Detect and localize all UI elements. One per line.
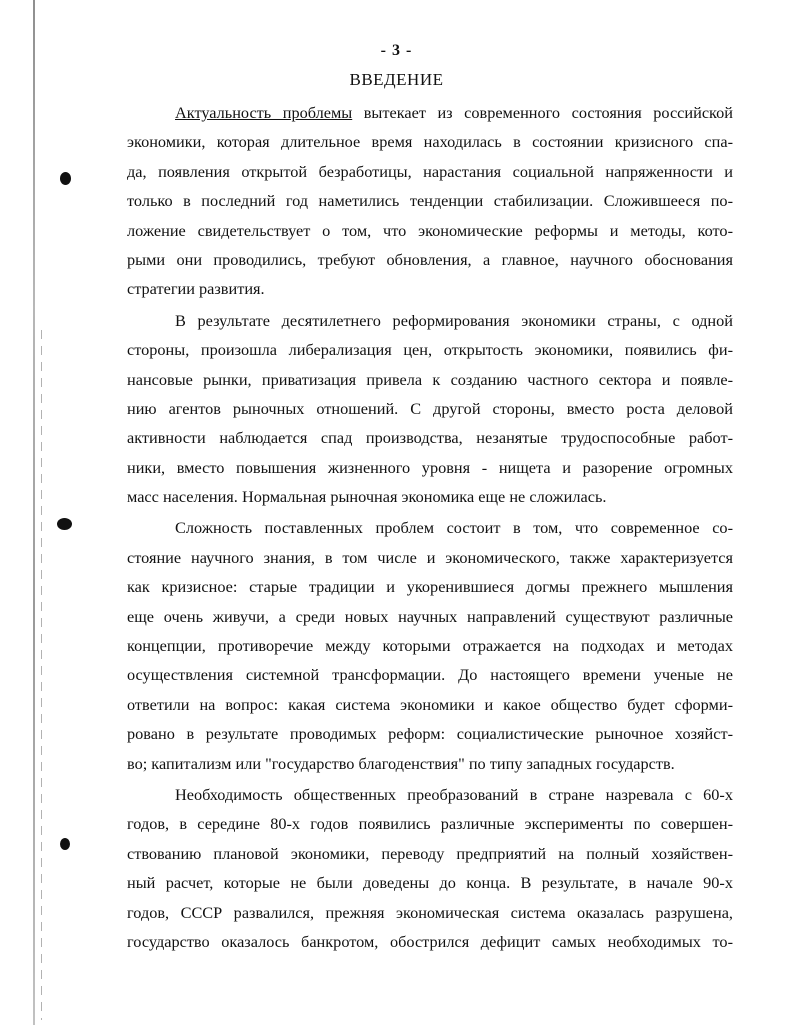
text-line: государство оказалось банкротом, обострился дефицит самых необходимых то-	[127, 931, 733, 951]
text-line: только в последний год наметились тенденции стабилизации. Сложившееся по-	[127, 191, 733, 211]
text-line: стояние научного знания, в том числе и экономического, также характеризуется	[127, 547, 733, 567]
text-line: да, появления открытой безработицы, нарастания социальной напряженности и	[127, 161, 733, 181]
text-line: Необходимость общественных преобразований в стране назревала с 60-х	[175, 784, 733, 804]
text-line: ники, вместо повышения жизненного уровня - нищета и разорение огромных	[127, 457, 733, 477]
text-line: ный расчет, которые не были доведены до конца. В результате, в начале 90-х	[127, 873, 733, 893]
text-line: годов, в середине 80-х годов появились различные эксперименты по совершен-	[127, 814, 733, 834]
text-line: Актуальность проблемы вытекает из современного состояния российской	[175, 103, 733, 122]
section-heading: ВВЕДЕНИЕ	[349, 70, 444, 89]
text-line: нансовые рынки, приватизация привела к созданию частного сектора и появле-	[127, 369, 733, 389]
page-number: - 3 -	[380, 42, 413, 59]
punch-hole-mark	[60, 172, 71, 185]
text-line: годов, СССР развалился, прежняя экономическая система оказалась разрушена,	[127, 902, 733, 922]
scan-edge-line	[33, 0, 35, 1025]
text-line: масс населения. Нормальная рыночная экономика еще не сложилась.	[127, 487, 607, 507]
paragraph	[127, 780, 733, 956]
text-line: В результате десятилетнего реформирования экономики страны, с одной	[175, 310, 733, 330]
text-line: еще очень живучи, а среди новых научных направлений существуют различные	[127, 606, 733, 626]
text-line: рыми они проводились, требуют обновления, а главное, научного обоснования	[127, 249, 733, 269]
text-line: ложение свидетельствует о том, что экономические реформы и методы, кото-	[127, 220, 733, 240]
paragraph	[127, 513, 733, 778]
text-line: во; капитализм или "государство благоденствия" по типу западных государств.	[127, 753, 675, 773]
paragraph	[127, 98, 733, 304]
text-line: нию агентов рыночных отношений. С другой стороны, вместо роста деловой	[127, 398, 733, 418]
text-line: концепции, противоречие между которыми отражается на подходах и методах	[127, 636, 733, 656]
text-line: осуществления системной трансформации. До настоящего времени ученые не	[127, 665, 733, 685]
text-line: экономики, которая длительное время находилась в состоянии кризисного спа-	[127, 132, 733, 152]
text-line: ствованию плановой экономики, переводу предприятий на полный хозяйствен-	[127, 843, 733, 863]
punch-hole-mark	[57, 518, 72, 530]
text-line: как кризисное: старые традиции и укоренившиеся догмы прежнего мышления	[127, 577, 733, 597]
text-line: ответили на вопрос: какая система экономики и какое общество будет сформи-	[127, 694, 733, 714]
text-line: ровано в результате проводимых реформ: социалистические рыночное хозяйст-	[127, 724, 733, 744]
punch-hole-mark	[60, 838, 70, 850]
text-line: стратегии развития.	[127, 279, 265, 299]
text-line: Сложность поставленных проблем состоит в том, что современное со-	[175, 518, 733, 538]
text-line: стороны, произошла либерализация цен, открытость экономики, появились фи-	[127, 340, 733, 360]
underlined-term: Актуальность проблемы	[175, 103, 353, 122]
text-line: активности наблюдается спад производства, незанятые трудоспособные работ-	[127, 428, 733, 448]
body-text	[127, 98, 733, 956]
paragraph	[127, 306, 733, 512]
scan-edge-noise	[41, 330, 42, 1020]
